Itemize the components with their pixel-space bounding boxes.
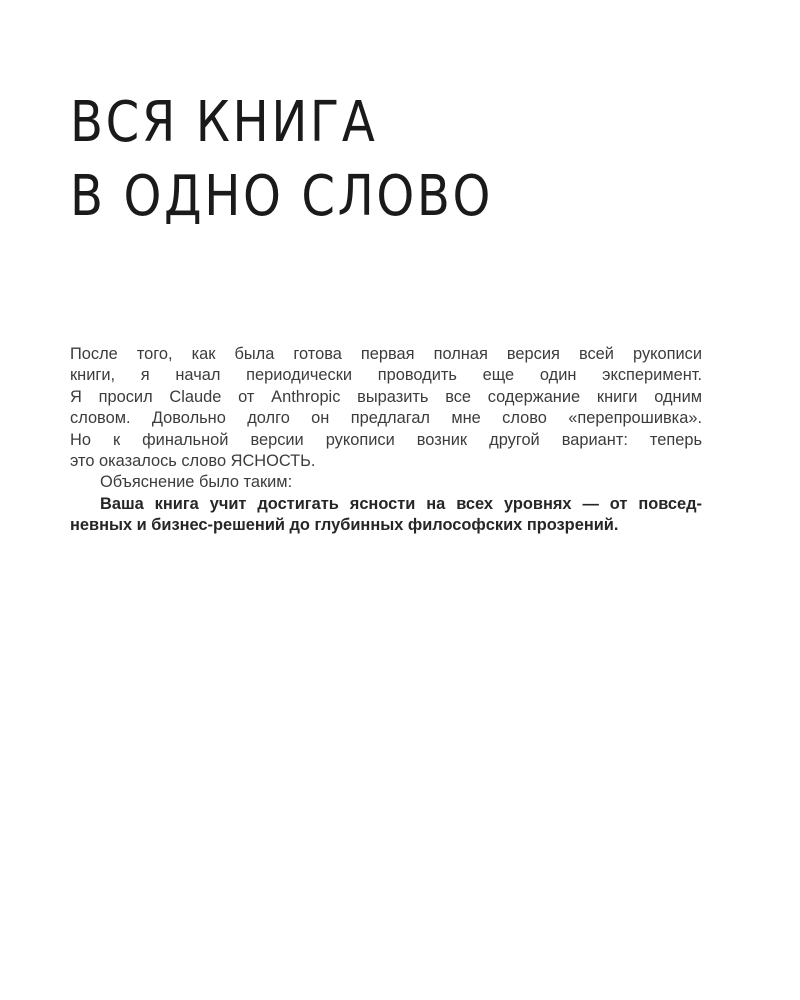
body-text (70, 344, 702, 537)
chapter-title (70, 86, 620, 234)
quote-line-1: Ваша книга учит достигать ясности на всех уровнях — от повсед- (100, 494, 702, 513)
quote-line-2: невных и бизнес-решений до глубинных философских прозрений. (70, 516, 619, 535)
chapter-title-line-1: ВСЯ КНИГА (70, 90, 378, 155)
paragraph-1-line-4: словом. Довольно долго он предлагал мне слово «перепрошивка». (70, 409, 702, 428)
paragraph-1-line-5: Но к финальной версии рукописи возник другой вариант: теперь (70, 430, 702, 449)
paragraph-2: Объяснение было таким: (100, 473, 293, 492)
chapter-title-line-2: В ОДНО СЛОВО (70, 164, 493, 229)
paragraph-1-line-2: книги, я начал периодически проводить еще один эксперимент. (70, 366, 702, 385)
paragraph-1-line-3: Я просил Claude от Anthropic выразить все содержание книги одним (70, 387, 702, 406)
paragraph-1-line-6: это оказалось слово ЯСНОСТЬ. (70, 452, 316, 471)
paragraph-1-line-1: После того, как была готова первая полная версия всей рукописи (70, 345, 702, 363)
